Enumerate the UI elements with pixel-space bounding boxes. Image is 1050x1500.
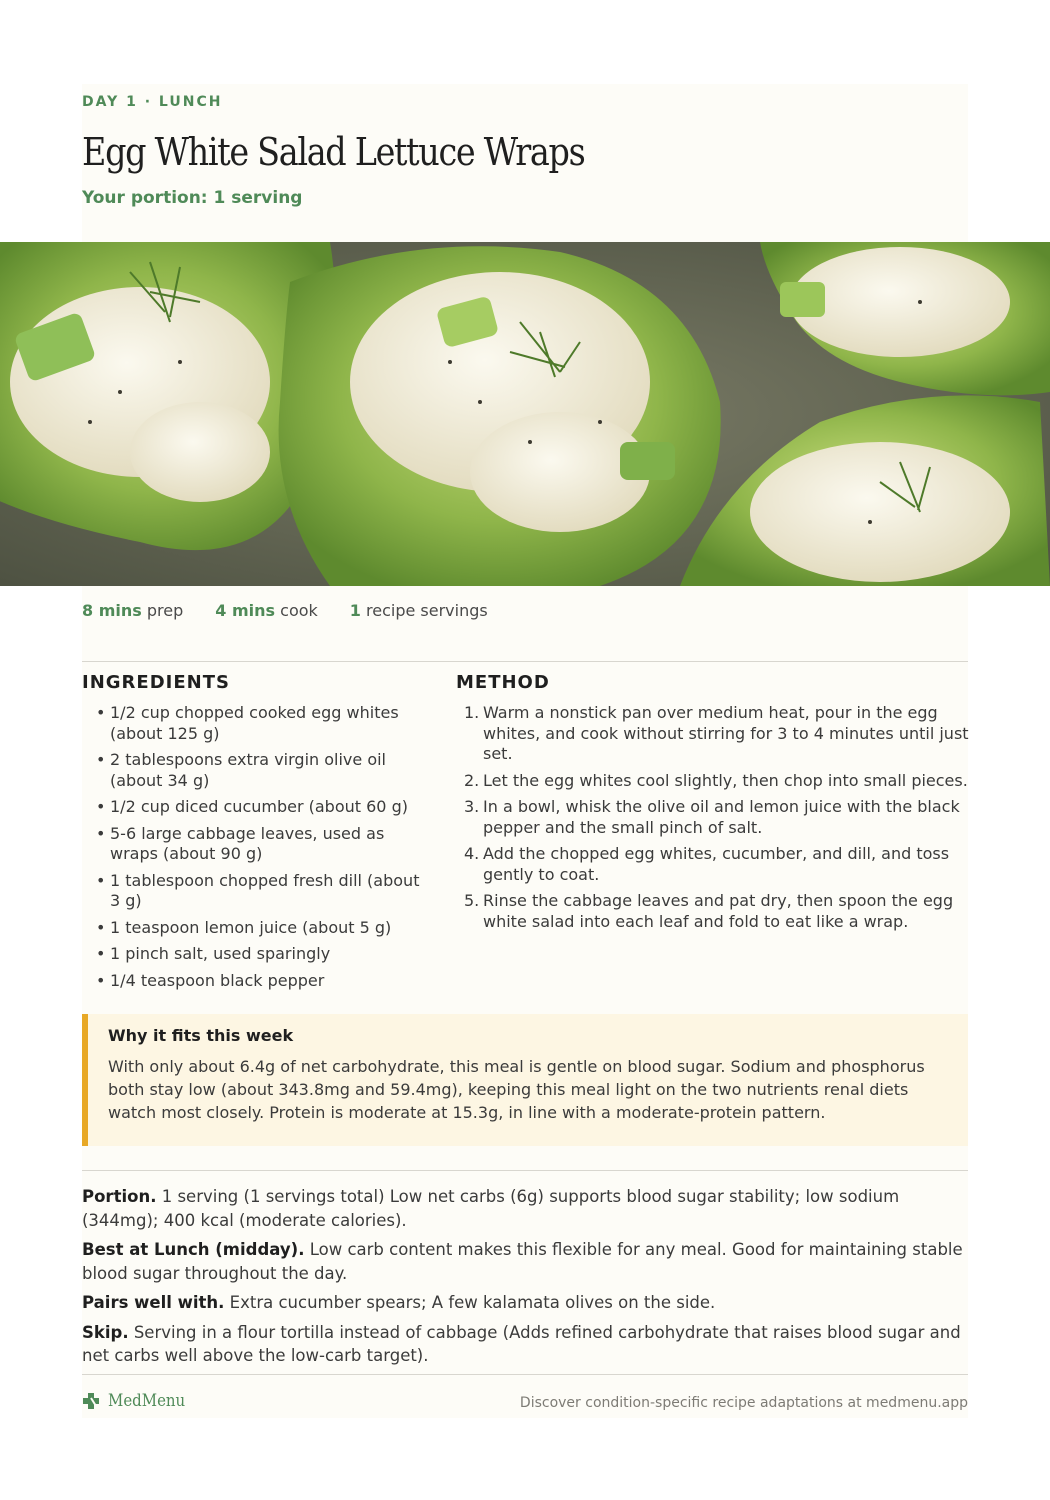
meal-eyebrow: DAY 1 · LUNCH [82, 94, 223, 110]
hero-photo [0, 242, 1050, 586]
ingredient-item: • 5-6 large cabbage leaves, used as wraps (about 90 g) [92, 824, 427, 865]
ingredient-item: • 1 pinch salt, used sparingly [92, 944, 427, 965]
note-best-time: Best at Lunch (midday). Low carb content makes this flexible for any meal. Good for maintaining stable blood sugar throughout the day. [82, 1240, 963, 1283]
brand-name: MedMenu [108, 1391, 186, 1411]
brand-logo [82, 1391, 196, 1411]
ingredient-item: • 1/2 cup chopped cooked egg whites (about 125 g) [92, 703, 427, 744]
ingredients-list [92, 703, 427, 997]
note-portion: Portion. 1 serving (1 servings total) Low net carbs (6g) supports blood sugar stability; low sodium (344mg); 400 kcal (moderate calories). [82, 1187, 900, 1230]
note-pairs-with: Pairs well with. Extra cucumber spears; A few kalamata olives on the side. [82, 1293, 716, 1312]
ingredient-item: • 1 teaspoon lemon juice (about 5 g) [92, 918, 427, 939]
ingredient-item: • 2 tablespoons extra virgin olive oil (about 34 g) [92, 750, 427, 791]
method-step: 2. Let the egg whites cool slightly, then chop into small pieces. [464, 770, 968, 790]
method-list [462, 703, 972, 938]
medical-cross-icon [82, 1392, 100, 1410]
method-step: 3. In a bowl, whisk the olive oil and lemon juice with the black pepper and the small pinch of salt. [464, 797, 960, 837]
ingredients-heading: INGREDIENTS [82, 672, 230, 693]
divider [82, 1374, 968, 1375]
why-it-fits-callout [82, 1014, 968, 1146]
recipe-servings: 1 recipe servings [349, 601, 488, 620]
recipe-stats [82, 601, 488, 620]
divider [82, 1170, 968, 1171]
salad-wraps-illustration [0, 242, 1050, 586]
divider [82, 661, 968, 662]
callout-title: Why it fits this week [108, 1026, 294, 1045]
footer-tagline: Discover condition-specific recipe adaptations at medmenu.app [519, 1395, 968, 1411]
portion-label: Your portion: 1 serving [82, 188, 303, 208]
note-skip: Skip. Serving in a flour tortilla instead of cabbage (Adds refined carbohydrate that raises blood sugar and net carbs well above the low-carb target). [82, 1322, 961, 1365]
method-step: 4. Add the chopped egg whites, cucumber, and dill, and toss gently to coat. [464, 844, 950, 884]
callout-body: With only about 6.4g of net carbohydrate, this meal is gentle on blood sugar. Sodium and phosphorus both stay low (about 343.8mg and 59.4mg), keeping this meal light on the two nutrients renal diets watch most closely. Protein is moderate at 15.3g, in line with a moderate-protein pattern. [108, 1057, 925, 1122]
recipe-title: Egg White Salad Lettuce Wraps [82, 130, 585, 174]
ingredient-item: • 1/4 teaspoon black pepper [92, 971, 427, 992]
cook-time: 4 mins cook [215, 601, 318, 620]
ingredient-item: • 1/2 cup diced cucumber (about 60 g) [92, 797, 427, 818]
method-step: 5. Rinse the cabbage leaves and pat dry, then spoon the egg white salad into each leaf and fold to eat like a wrap. [464, 891, 954, 931]
method-heading: METHOD [456, 672, 550, 693]
ingredient-item: • 1 tablespoon chopped fresh dill (about 3 g) [92, 871, 427, 912]
method-step: 1. Warm a nonstick pan over medium heat, pour in the egg whites, and cook without stirring for 3 to 4 minutes until just set. [464, 703, 969, 763]
serving-notes [82, 1185, 968, 1374]
prep-time: 8 mins prep [82, 601, 184, 620]
